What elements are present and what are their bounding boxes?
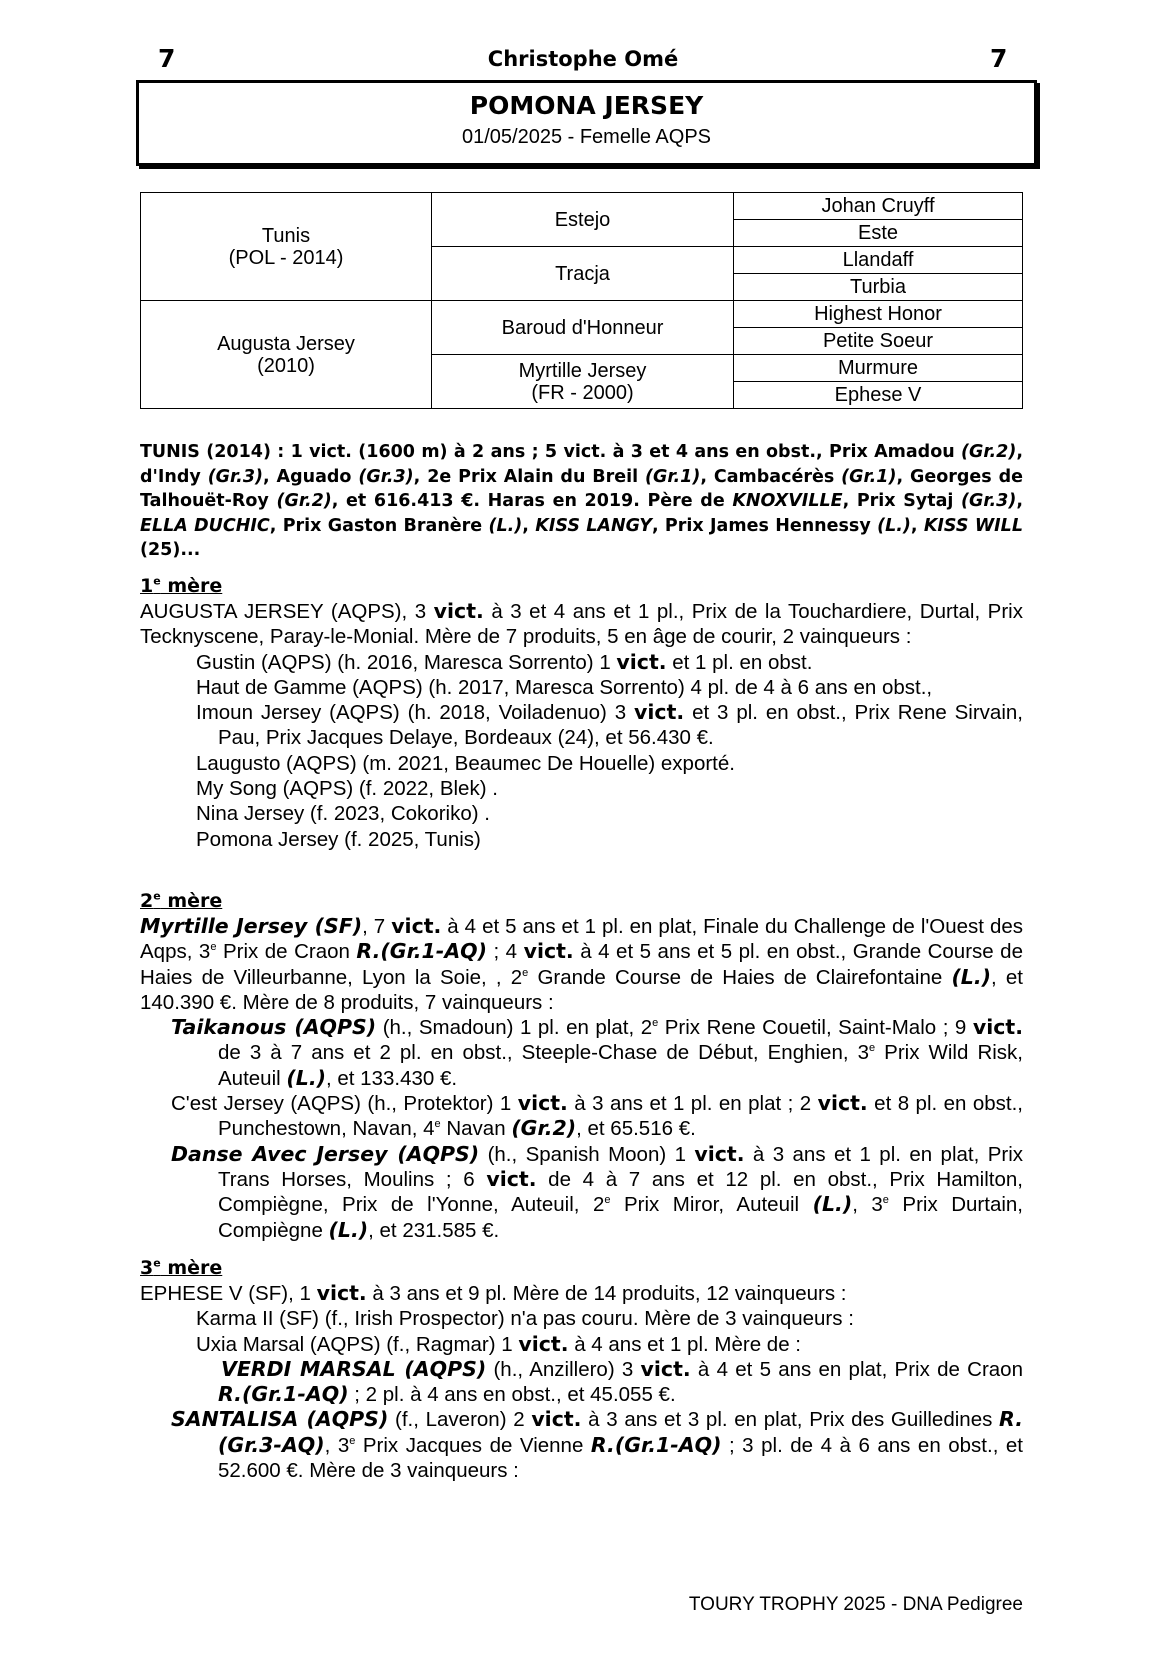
horse-name: POMONA JERSEY — [469, 91, 704, 120]
first-dam-product: Imoun Jersey (AQPS) (h. 2018, Voiladenuo) 3 vict. et 3 pl. en obst., Prix Rene Sirvain, Pau, Prix Jacques Delaye, Bordeaux (24), et 56.430 €. — [196, 700, 1023, 750]
dam-dam-name: Myrtille Jersey — [518, 359, 647, 382]
consignor-name: Christophe Omé — [487, 47, 679, 71]
first-dam-intro: AUGUSTA JERSEY (AQPS), 3 vict. à 3 et 4 ans et 1 pl., Prix de la Touchardiere, Durtal, Prix Tecknyscene, Paray-le-Monial. Mère de 7 produits, 5 en âge de courir, 2 vainqueurs : — [140, 599, 1023, 649]
pedigree-sire-sire: Estejo — [432, 193, 734, 247]
dam-detail: (2010) — [257, 354, 315, 377]
horse-title-box — [136, 80, 1037, 166]
first-dam-product: My Song (AQPS) (f. 2022, Blek) . — [196, 777, 498, 801]
third-dam-descendant: SANTALISA (AQPS) (f., Laveron) 2 vict. à 3 ans et 3 pl. en plat, Prix des Guilledines R.(Gr.3-AQ), 3e Prix Jacques de Vienne R.(Gr.1-AQ) ; 3 pl. de 4 à 6 ans en obst., et 52.600 €. Mère de 3 vainqueurs : — [171, 1407, 1024, 1483]
pedigree-gen3-8: Ephese V — [734, 382, 1023, 409]
second-dam-intro: Myrtille Jersey (SF), 7 vict. à 4 et 5 ans et 1 pl. en plat, Finale du Challenge de l'Ouest des Aqps, 3e Prix de Craon R.(Gr.1-AQ) ; 4 vict. à 4 et 5 ans et 5 pl. en obst., Grande Course de Haies de Villeurbanne, Lyon la Soie, , 2e Grande Course de Haies de Clairefontaine (L.), et 140.390 €. Mère de 8 produits, 7 vainqueurs : — [140, 914, 1024, 1014]
second-dam-product: C'est Jersey (AQPS) (h., Protektor) 1 vict. à 3 ans et 1 pl. en plat ; 2 vict. et 8 pl. en obst., Punchestown, Navan, 4e Navan (Gr.2), et 65.516 €. — [171, 1091, 1023, 1141]
sire-name: Tunis — [261, 224, 311, 247]
pedigree-gen3-5: Highest Honor — [734, 301, 1023, 328]
lot-number-right: 7 — [990, 44, 1008, 73]
pedigree-gen3-7: Murmure — [734, 355, 1023, 382]
first-dam-product: Nina Jersey (f. 2023, Cokoriko) . — [196, 802, 490, 826]
page-header — [0, 44, 1166, 74]
pedigree-dam-dam — [432, 355, 734, 409]
third-dam-product: Karma II (SF) (f., Irish Prospector) n'a pas couru. Mère de 3 vainqueurs : — [196, 1307, 854, 1331]
horse-subtitle: 01/05/2025 - Femelle AQPS — [461, 126, 712, 148]
page-footer: TOURY TROPHY 2025 - DNA Pedigree — [688, 1594, 1023, 1615]
third-dam-section — [140, 1256, 1023, 1483]
first-dam-heading: 1e mère — [140, 574, 223, 597]
third-dam-descendant: VERDI MARSAL (AQPS) (h., Anzillero) 3 vict. à 4 et 5 ans en plat, Prix de Craon R.(Gr.1-AQ) ; 2 pl. à 4 ans en obst., et 45.055 €. — [218, 1356, 1023, 1407]
first-dam-product: Haut de Gamme (AQPS) (h. 2017, Maresca Sorrento) 4 pl. de 4 à 6 ans en obst., — [196, 675, 933, 699]
sire-detail: (POL - 2014) — [228, 246, 344, 269]
second-dam-product: Danse Avec Jersey (AQPS) (h., Spanish Moon) 1 vict. à 3 ans et 1 pl. en plat, Prix Trans Horses, Moulins ; 6 vict. de 4 à 7 ans et 12 pl. en obst., Prix Hamilton, Compiègne, Prix de l'Yonne, Auteuil, 2e Prix Miror, Auteuil (L.), 3e Prix Durtain, Compiègne (L.), et 231.585 €. — [171, 1141, 1024, 1242]
second-dam-product: Taikanous (AQPS) (h., Smadoun) 1 pl. en plat, 2e Prix Rene Couetil, Saint-Malo ; 9 vict. de 3 à 7 ans et 2 pl. en obst., Steeple-Chase de Début, Enghien, 3e Prix Wild Risk, Auteuil (L.), et 133.430 €. — [171, 1015, 1023, 1090]
dam-name: Augusta Jersey — [217, 332, 355, 355]
pedigree-dam-sire: Baroud d'Honneur — [432, 301, 734, 355]
first-dam-product: Gustin (AQPS) (h. 2016, Maresca Sorrento) 1 vict. et 1 pl. en obst. — [196, 649, 813, 674]
pedigree-sire-dam: Tracja — [432, 247, 734, 301]
pedigree-sire — [141, 193, 432, 301]
pedigree-gen3-4: Turbia — [734, 274, 1023, 301]
first-dam-section — [140, 574, 1023, 852]
pedigree-dam — [141, 301, 432, 409]
sire-summary: TUNIS (2014) : 1 vict. (1600 m) à 2 ans ; 5 vict. à 3 et 4 ans en obst., Prix Amadou (Gr.2), d'Indy (Gr.3), Aguado (Gr.3), 2e Prix Alain du Breil (Gr.1), Cambacérès (Gr.1), Georges de Talhouët-Roy (Gr.2), et 616.413 €. Haras en 2019. Père de KNOXVILLE, Prix Sytaj (Gr.3), ELLA DUCHIC, Prix Gaston Branère (L.), KISS LANGY, Prix James Hennessy (L.), KISS WILL (25)... — [140, 442, 1023, 560]
pedigree-gen3-3: Llandaff — [734, 247, 1023, 274]
second-dam-heading: 2e mère — [140, 889, 223, 912]
pedigree-gen3-1: Johan Cruyff — [734, 193, 1023, 220]
pedigree-table — [140, 192, 1023, 409]
dam-dam-detail: (FR - 2000) — [531, 381, 634, 404]
first-dam-product: Pomona Jersey (f. 2025, Tunis) — [196, 827, 481, 851]
pedigree-gen3-2: Este — [734, 220, 1023, 247]
pedigree-gen3-6: Petite Soeur — [734, 328, 1023, 355]
third-dam-descendant: Uxia Marsal (AQPS) (f., Ragmar) 1 vict. à 4 ans et 1 pl. Mère de : — [196, 1331, 801, 1356]
third-dam-heading: 3e mère — [140, 1256, 223, 1279]
third-dam-intro: EPHESE V (SF), 1 vict. à 3 ans et 9 pl. Mère de 14 produits, 12 vainqueurs : — [140, 1281, 847, 1305]
second-dam-section — [140, 889, 1023, 1243]
first-dam-product: Laugusto (AQPS) (m. 2021, Beaumec De Houelle) exporté. — [196, 751, 735, 775]
lot-number-left: 7 — [158, 44, 176, 73]
